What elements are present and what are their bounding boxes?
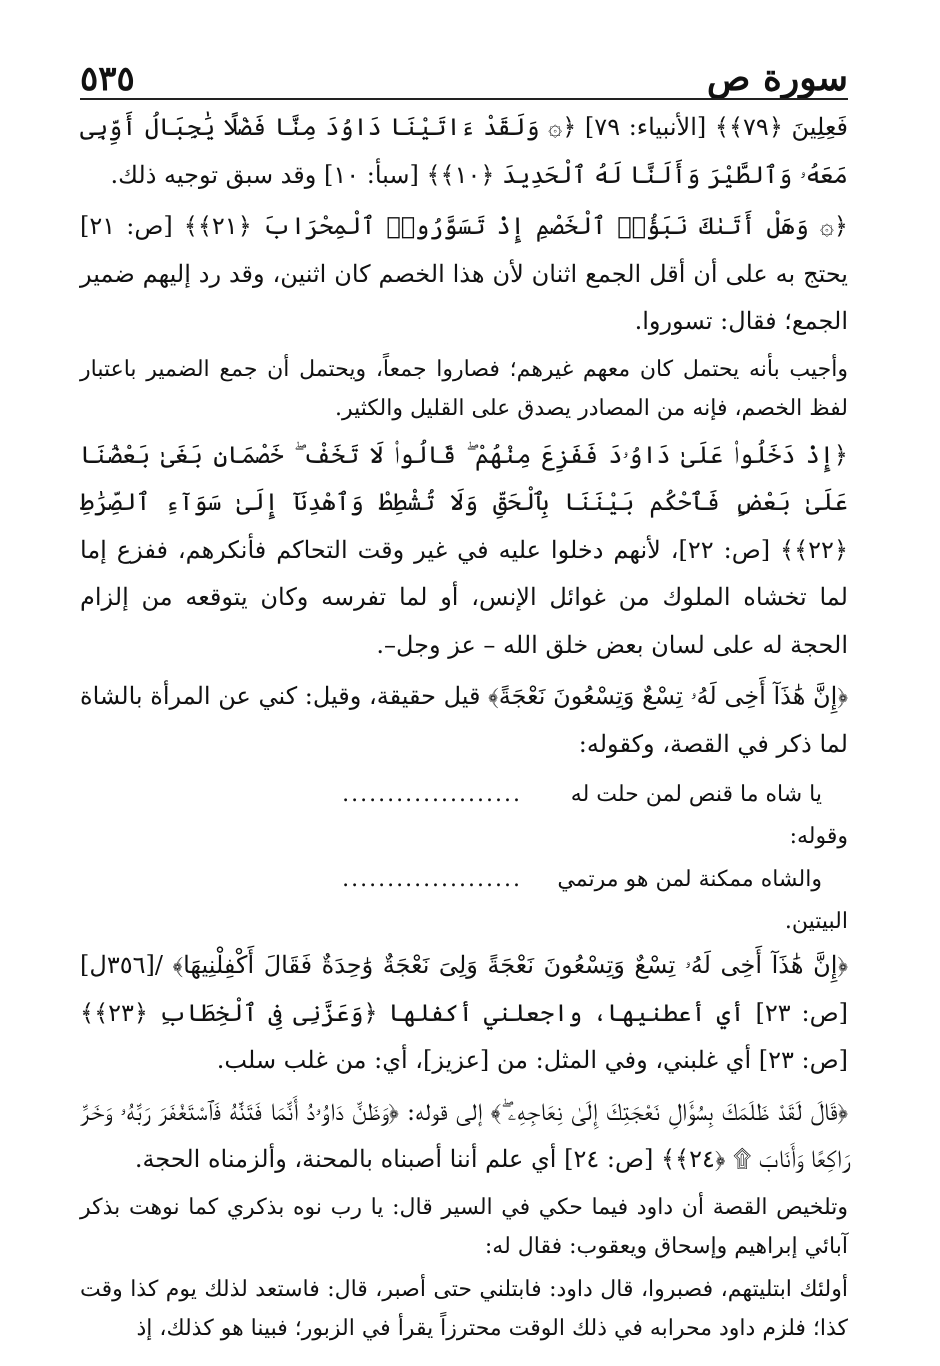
poem-intro: وقوله:	[789, 824, 848, 849]
paragraph-2: ﴿۞ وَهَلْ أَتَىٰكَ نَبَؤُا۟ ٱلْخَصْمِ إِذْ تَسَوَّرُوا۟ ٱلْمِحْرَابَ ﴿٢١﴾﴾ [ص: ٢١] يحتج به على أن أقل الجمع اثنان لأن هذا الخصم كان اثنين، وقد رد إليهم ضمير الجمع؛ فقال: تسوروا.	[80, 212, 848, 335]
paragraph-8: وتلخيص القصة أن داود فيما حكي في السير قال: يا رب نوه بذكري كما نوهت بذكر آبائي إبراهيم وإسحاق ويعقوب: فقال له:	[80, 1194, 848, 1259]
paragraph-9: أولئك ابتليتهم، فصبروا، قال داود: فابتلني حتى أصبر، قال: فاستعد لذلك يوم كذا وقت كذا؛ فلزم داود محرابه في ذلك الوقت محترزاً يقرأ في الزبور؛ فبينا هو كذلك، إذ	[80, 1276, 848, 1341]
poem-after: البيتين.	[784, 909, 848, 934]
poem-line-1-text: يا شاه ما قنص لمن حلت له	[570, 782, 822, 807]
paragraph-5: ﴿إِنَّ هَٰذَآ أَخِى لَهُۥ تِسْعٌ وَتِسْعُونَ نَعْجَةً﴾ قيل حقيقة، وقيل: كني عن المرأة بالشاة لما ذكر في القصة، وكقوله:	[80, 682, 848, 758]
poem-line-2-dots: ....................	[342, 867, 522, 892]
poem-line-1	[80, 772, 848, 817]
paragraph-6: ﴿إِنَّ هَٰذَآ أَخِى لَهُۥ تِسْعٌ وَتِسْعُونَ نَعْجَةً وَلِىَ نَعْجَةٌ وَٰحِدَةٌ فَقَالَ أَكْفِلْنِيهَا﴾ /[٣٥٦ل] [ص: ٢٣] أي أعطنيها، واجعلني أكفلها ﴿وَعَزَّنِى فِى ٱلْخِطَابِ ﴿٢٣﴾﴾ [ص: ٢٣] أي غلبني، وفي المثل: من [عزيز]، أي: من غلب سلب.	[80, 951, 848, 1074]
poem-line-2	[80, 857, 848, 902]
poem-line-2-text: والشاه ممكنة لمن هو مرتمي	[557, 867, 822, 892]
paragraph-3: وأجيب بأنه يحتمل كان معهم غيرهم؛ فصاروا جمعاً، ويحتمل أن جمع الضمير باعتبار لفظ الخصم، فإنه من المصادر يصدق على القليل والكثير.	[80, 356, 848, 421]
header-rule	[80, 98, 848, 100]
surah-title: سورة ص	[706, 57, 848, 99]
poem-line-1-dots: ....................	[342, 782, 522, 807]
page-number: ٥٣٥	[80, 59, 135, 99]
paragraph-4: ﴿إِذْ دَخَلُوا۟ عَلَىٰ دَاوُۥدَ فَفَزِعَ مِنْهُمْ ۖ قَالُوا۟ لَا تَخَفْ ۖ خَصْمَانِ بَغَىٰ بَعْضُنَا عَلَىٰ بَعْضٍ فَٱحْكُم بَيْنَنَا بِٱلْحَقِّ وَلَا تُشْطِطْ وَٱهْدِنَآ إِلَىٰ سَوَآءِ ٱلصِّرَٰطِ ﴿٢٢﴾﴾ [ص: ٢٢]، لأنهم دخلوا عليه في غير وقت التحاكم فأنكرهم، ففزع إما لما تخشاه الملوك من غوائل الإنس، أو لما تفرسه وكان يتوقعه من إلزام الحجة له على لسان بعض خلق الله – عز وجل–.	[80, 440, 848, 659]
page-header	[80, 46, 848, 99]
paragraph-7: ﴿قَالَ لَقَدْ ظَلَمَكَ بِسُؤَالِ نَعْجَتِكَ إِلَىٰ نِعَاجِهِۦ ۖ﴾ إلى قوله: ﴿وَظَنَّ دَاوُۥدُ أَنَّمَا فَتَنَّٰهُ فَٱسْتَغْفَرَ رَبَّهُۥ وَخَرَّ رَاكِعًا وَأَنَابَ ۩ ﴿٢٤﴾﴾ [ص: ٢٤] أي علم أننا أصبناه بالمحنة، وألزمناه الحجة.	[80, 1097, 848, 1173]
paragraph-1: فَعِلِينَ ﴿٧٩﴾﴾ [الأنبياء: ٧٩] ﴿۞ وَلَقَدْ ءَاتَيْنَا دَاوُدَ مِنَّا فَضْلًا يَٰجِبَالُ أَوِّبِى مَعَهُۥ وَٱلطَّيْرَ وَأَلَنَّا لَهُ ٱلْحَدِيدَ ﴿١٠﴾﴾ [سبأ: ١٠] وقد سبق توجيه ذلك.	[80, 113, 849, 189]
page-body	[80, 104, 848, 1342]
